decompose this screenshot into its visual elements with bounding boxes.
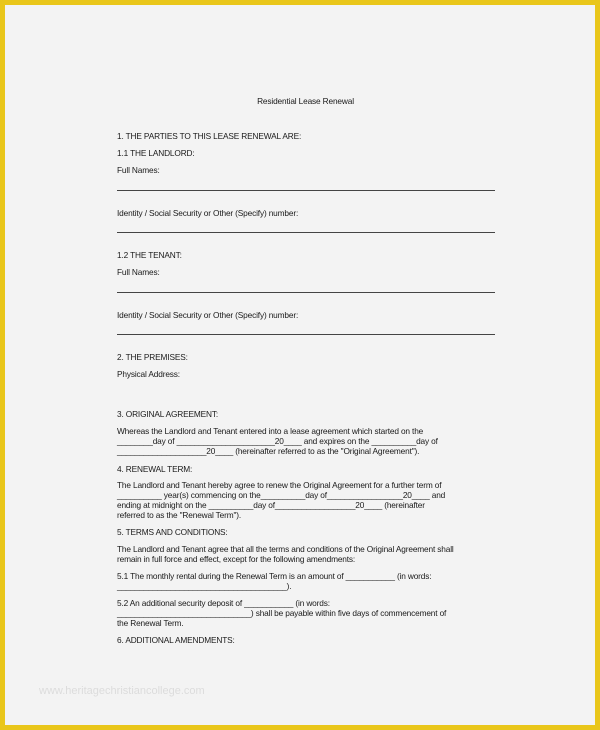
premises-heading: 2. THE PREMISES: <box>117 352 188 362</box>
deposit-clause: 5.2 An additional security deposit of ___________ (in words: ______________________________) shall be payable within five days of commencement of the Renewal Term. <box>117 598 447 628</box>
document-page <box>5 5 595 725</box>
landlord-id-label: Identity / Social Security or Other (Specify) number: <box>117 208 299 218</box>
original-agreement-text: Whereas the Landlord and Tenant entered into a lease agreement which started on the ________day of ______________________20____ and expires on the __________day of ____________________20____ (hereinafter referred to as the "Original Agreement"). <box>117 426 438 456</box>
tenant-names-line <box>117 292 495 293</box>
watermark: www.heritagechristiancollege.com <box>39 685 205 697</box>
landlord-full-names-label: Full Names: <box>117 165 160 175</box>
landlord-id-line <box>117 232 495 233</box>
renewal-term-heading: 4. RENEWAL TERM: <box>117 464 193 474</box>
landlord-heading: 1.1 THE LANDLORD: <box>117 148 195 158</box>
landlord-names-line <box>117 190 495 191</box>
original-agreement-heading: 3. ORIGINAL AGREEMENT: <box>117 409 219 419</box>
tenant-full-names-label: Full Names: <box>117 267 160 277</box>
tenant-id-label: Identity / Social Security or Other (Specify) number: <box>117 310 299 320</box>
rental-clause: 5.1 The monthly rental during the Renewal Term is an amount of ___________ (in words: ______________________________________). <box>117 571 432 591</box>
parties-heading: 1. THE PARTIES TO THIS LEASE RENEWAL ARE: <box>117 131 302 141</box>
tenant-id-line <box>117 334 495 335</box>
document-title: Residential Lease Renewal <box>257 96 354 106</box>
terms-text: The Landlord and Tenant agree that all the terms and conditions of the Original Agreement shall remain in full force and effect, except for the following amendments: <box>117 544 454 564</box>
renewal-term-text: The Landlord and Tenant hereby agree to renew the Original Agreement for a further term of __________ year(s) commencing on the__________day of_________________20____ and ending at midnight on the __________day of__________________20____ (hereinafter referred to as the "Renewal Term"). <box>117 480 446 520</box>
terms-heading: 5. TERMS AND CONDITIONS: <box>117 527 228 537</box>
physical-address-label: Physical Address: <box>117 369 180 379</box>
tenant-heading: 1.2 THE TENANT: <box>117 250 182 260</box>
additional-amendments-heading: 6. ADDITIONAL AMENDMENTS: <box>117 635 235 645</box>
